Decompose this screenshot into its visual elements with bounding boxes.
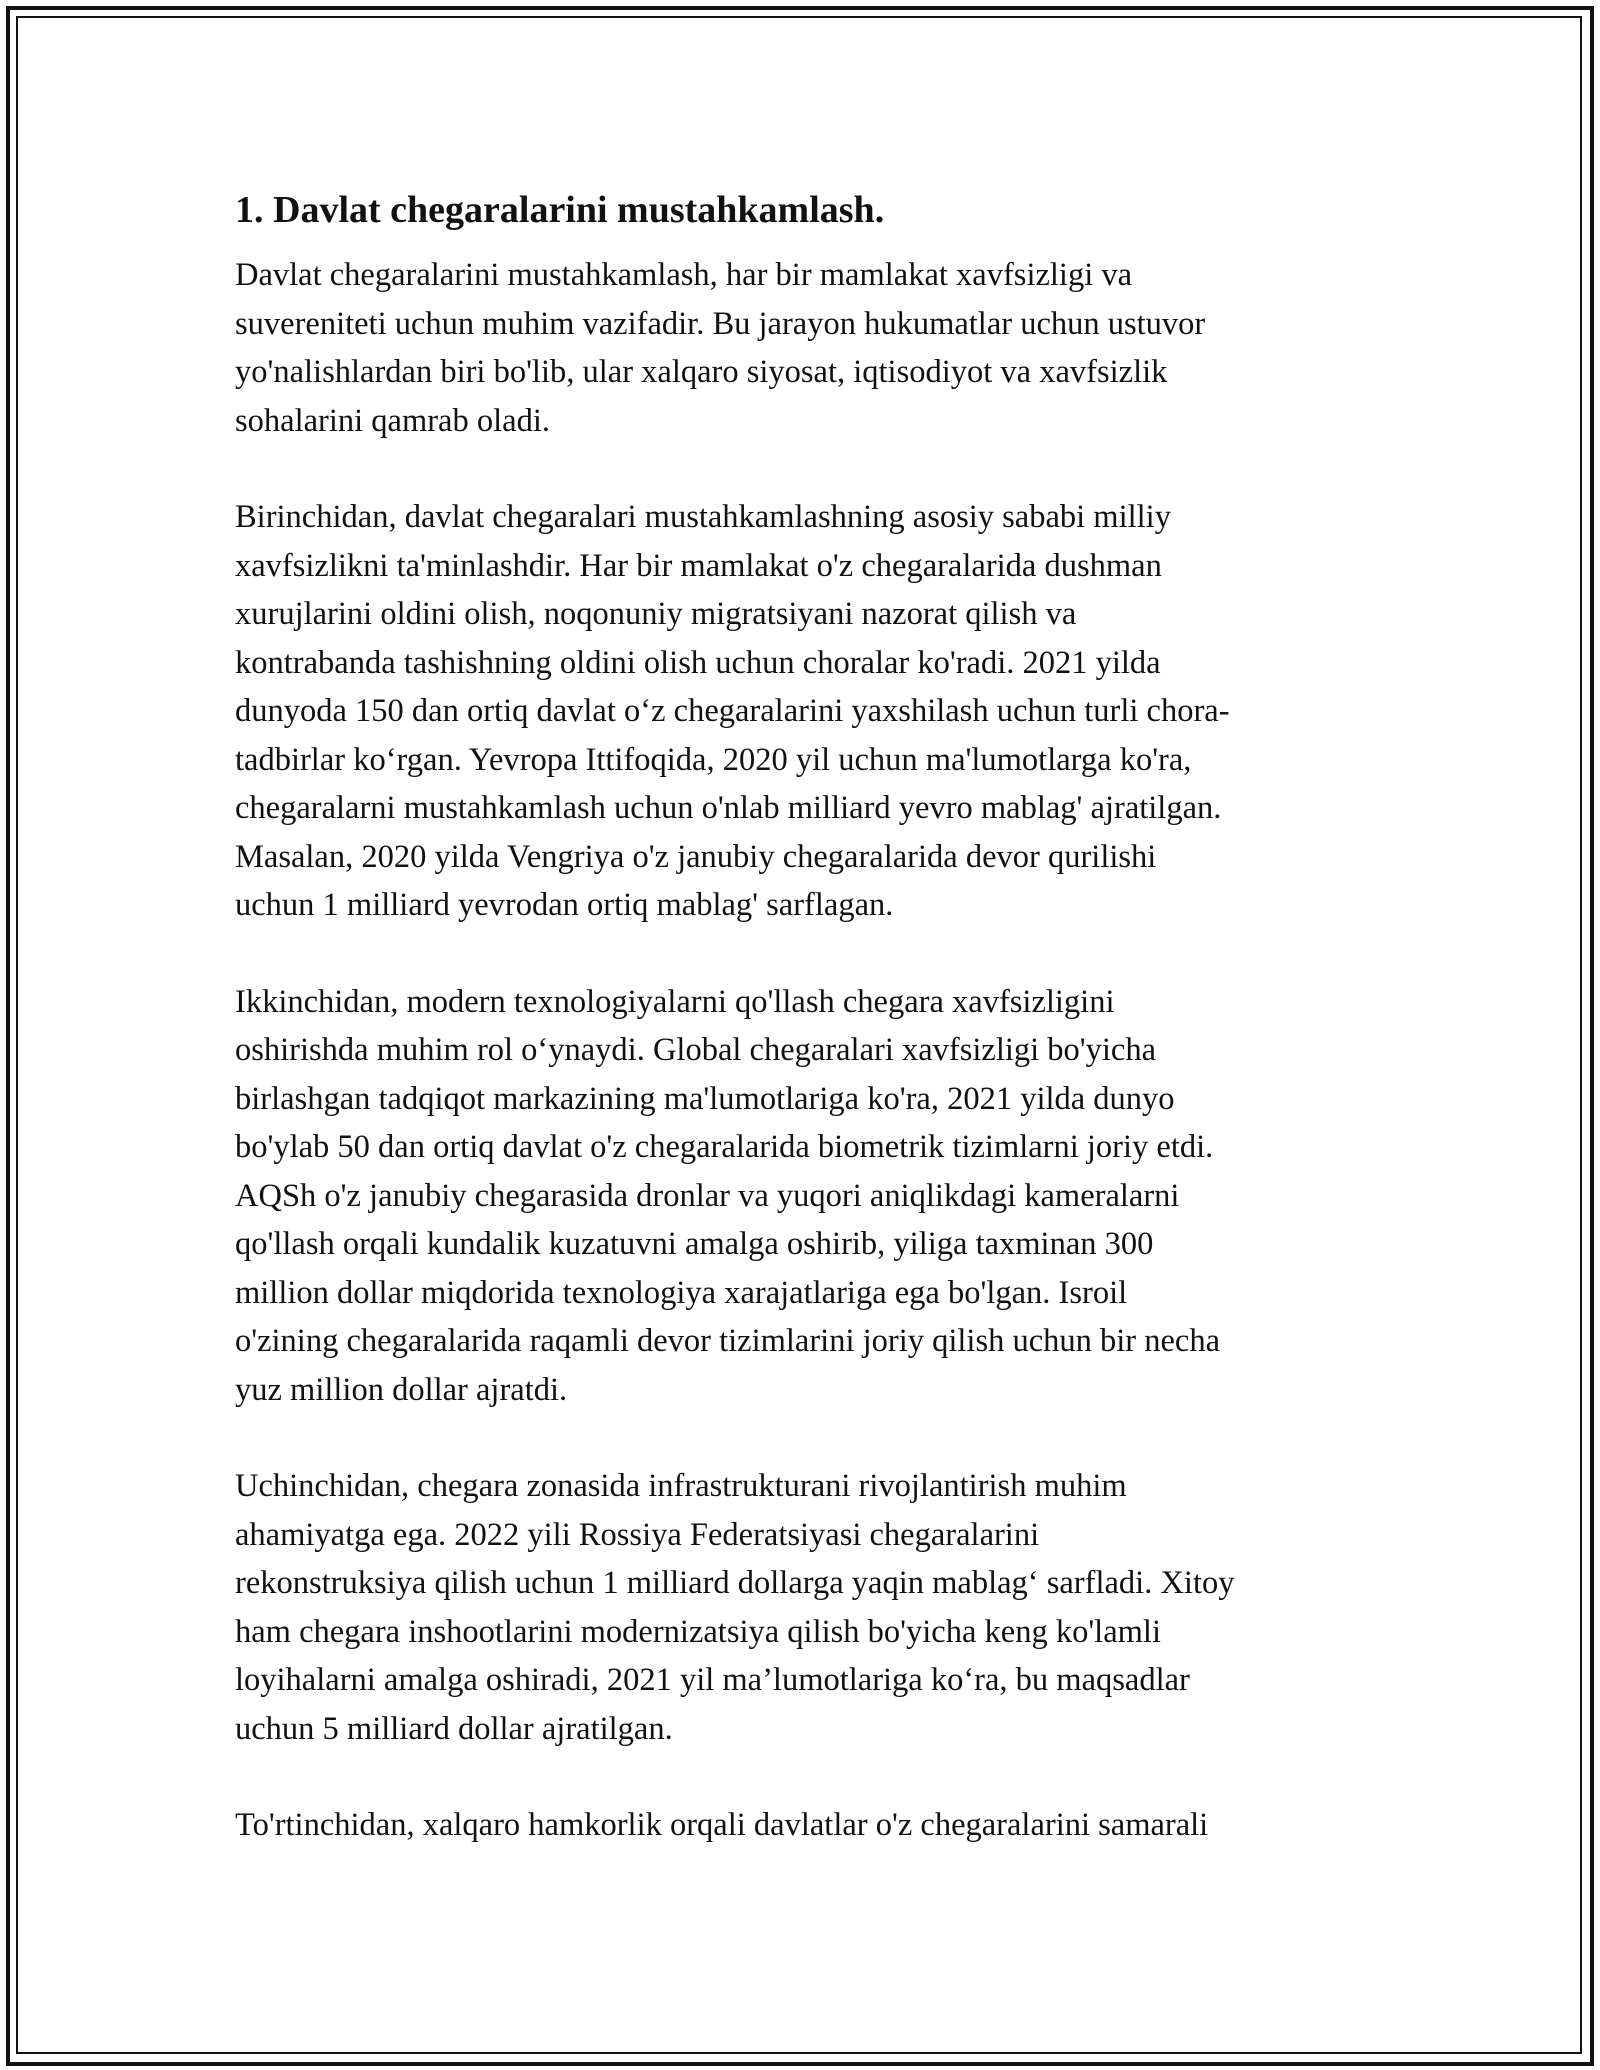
text-line: Masalan, 2020 yilda Vengriya o'z janubiy chegaralarida devor qurilishi bbox=[235, 838, 1157, 875]
text-line: xurujlarini oldini olish, noqonuniy migratsiyani nazorat qilish va bbox=[235, 596, 1077, 632]
text-line: bo'ylab 50 dan ortiq davlat o'z chegaralarida biometrik tizimlarni joriy etdi. bbox=[235, 1129, 1214, 1165]
text-line: rekonstruksiya qilish uchun 1 milliard dollarga yaqin mablag‘ sarfladi. Xitoy bbox=[235, 1565, 1235, 1601]
text-line: suvereniteti uchun muhim vazifadir. Bu jarayon hukumatlar uchun ustuvor bbox=[235, 305, 1206, 342]
text-line: tadbirlar ko‘rgan. Yevropa Ittifoqida, 2020 yil uchun ma'lumotlarga ko'ra, bbox=[235, 741, 1192, 778]
text-line: Davlat chegaralarini mustahkamlash, har bir mamlakat xavfsizligi va bbox=[235, 257, 1133, 293]
text-line: million dollar miqdorida texnologiya xarajatlariga ega bo'lgan. Isroil bbox=[235, 1274, 1128, 1311]
text-line: Ikkinchidan, modern texnologiyalarni qo'llash chegara xavfsizligini bbox=[235, 983, 1115, 1020]
paragraph-third-point bbox=[235, 1462, 1370, 1753]
text-line: AQSh o'z janubiy chegarasida dronlar va yuqori aniqlikdagi kameralarni bbox=[235, 1177, 1180, 1214]
paragraph-fourth-point bbox=[235, 1801, 1370, 1850]
text-line: uchun 5 milliard dollar ajratilgan. bbox=[235, 1710, 673, 1747]
text-line: birlashgan tadqiqot markazining ma'lumotlariga ko'ra, 2021 yilda dunyo bbox=[235, 1080, 1175, 1117]
text-line: uchun 1 milliard yevrodan ortiq mablag' sarflagan. bbox=[235, 887, 894, 923]
text-line: sohalarini qamrab oladi. bbox=[235, 402, 550, 439]
text-line: oshirishda muhim rol o‘ynaydi. Global chegaralari xavfsizligi bo'yicha bbox=[235, 1032, 1157, 1068]
document-body bbox=[235, 185, 1370, 1898]
paragraph-second-point bbox=[235, 978, 1370, 1415]
text-line: yuz million dollar ajratdi. bbox=[235, 1371, 568, 1408]
text-line: o'zining chegaralarida raqamli devor tizimlarini joriy qilish uchun bir necha bbox=[235, 1323, 1221, 1359]
text-line: Uchinchidan, chegara zonasida infrastrukturani rivojlantirish muhim bbox=[235, 1468, 1127, 1504]
text-line: chegaralarni mustahkamlash uchun o'nlab milliard yevro mablag' ajratilgan. bbox=[235, 790, 1222, 826]
text-line: To'rtinchidan, xalqaro hamkorlik orqali davlatlar o'z chegaralarini samarali bbox=[235, 1807, 1209, 1843]
text-line: kontrabanda tashishning oldini olish uchun choralar ko'radi. 2021 yilda bbox=[235, 644, 1161, 681]
paragraph-intro bbox=[235, 251, 1370, 445]
text-line: Birinchidan, davlat chegaralari mustahkamlashning asosiy sababi milliy bbox=[235, 499, 1171, 535]
text-line: xavfsizlikni ta'minlashdir. Har bir mamlakat o'z chegaralarida dushman bbox=[235, 547, 1162, 584]
text-line: ahamiyatga ega. 2022 yili Rossiya Federatsiyasi chegaralarini bbox=[235, 1516, 1040, 1553]
paragraph-first-point bbox=[235, 493, 1370, 930]
text-line: qo'llash orqali kundalik kuzatuvni amalga oshirib, yiliga taxminan 300 bbox=[235, 1226, 1154, 1262]
text-line: ham chegara inshootlarini modernizatsiya qilish bo'yicha keng ko'lamli bbox=[235, 1613, 1161, 1650]
text-line: yo'nalishlardan biri bo'lib, ular xalqaro siyosat, iqtisodiyot va xavfsizlik bbox=[235, 354, 1168, 390]
text-line: dunyoda 150 dan ortiq davlat o‘z chegaralarini yaxshilash uchun turli chora- bbox=[235, 693, 1230, 729]
section-heading: 1. Davlat chegaralarini mustahkamlash. bbox=[235, 189, 885, 231]
text-line: loyihalarni amalga oshiradi, 2021 yil ma’lumotlariga ko‘ra, bu maqsadlar bbox=[235, 1662, 1190, 1698]
